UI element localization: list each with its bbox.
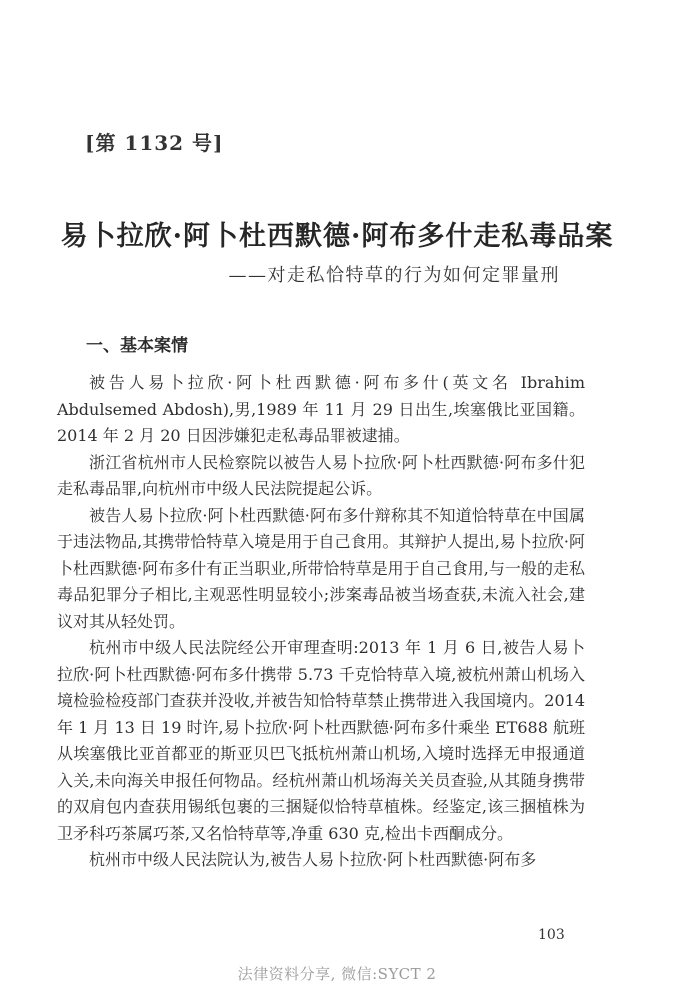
- watermark-text: 法律资料分享, 微信:SYCT 2: [237, 965, 437, 983]
- page-subtitle: ——对走私恰特草的行为如何定罪量刑: [228, 265, 560, 286]
- paragraph-defense: 被告人易卜拉欣·阿卜杜西默德·阿布多什辩称其不知道恰特草在中国属于违法物品,其携带恰特草入境是用于自己食用。其辩护人提出,易卜拉欣·阿卜杜西默德·阿布多什有正当职业,所带恰特草是用于自己食用,与一般的走私毒品犯罪分子相比,主观恶性明显较小;涉案毒品被当场查获,未流入社会,建议对其从轻处罚。: [57, 505, 585, 631]
- paragraph-prosecution: 浙江省杭州市人民检察院以被告人易卜拉欣·阿卜杜西默德·阿布多什犯走私毒品罪,向杭州市中级人民法院提起公诉。: [57, 452, 585, 498]
- section-heading: 一、基本案情: [86, 336, 188, 356]
- paragraph-court-opinion: 杭州市中级人民法院认为,被告人易卜拉欣·阿卜杜西默德·阿布多: [89, 850, 537, 869]
- case-number: [第 1132 号]: [85, 131, 224, 155]
- page-title: 易卜拉欣·阿卜杜西默德·阿布多什走私毒品案: [60, 221, 614, 252]
- paragraph-facts: 杭州市中级人民法院经公开审理查明:2013 年 1 月 6 日,被告人易卜拉欣·阿卜杜西默德·阿布多什携带 5.73 千克恰特草入境,被杭州萧山机场入境检验检疫部门查获并没收,并被告知恰特草禁止携带进入我国境内。2014 年 1 月 13 日 19 时许,易卜拉欣·阿卜杜西默德·阿布多什乘坐 ET688 航班从埃塞俄比亚首都亚的斯亚贝巴飞抵杭州萧山机场,入境时选择无申报通道入关,未向海关申报任何物品。经杭州萧山机场海关关员查验,从其随身携带的双肩包内查获用锡纸包裹的三捆疑似恰特草植株。经鉴定,该三捆植株为卫矛科巧茶属巧茶,又名恰特草等,净重 630 克,检出卡西酮成分。: [57, 638, 585, 843]
- page-number: 103: [538, 927, 565, 943]
- body-text: [57, 370, 585, 874]
- paragraph-defendant-info: 被告人易卜拉欣·阿卜杜西默德·阿布多什(英文名 Ibrahim Abdulsemed Abdosh),男,1989 年 11 月 29 日出生,埃塞俄比亚国籍。2014 年 2 月 20 日因涉嫌犯走私毒品罪被逮捕。: [57, 373, 585, 445]
